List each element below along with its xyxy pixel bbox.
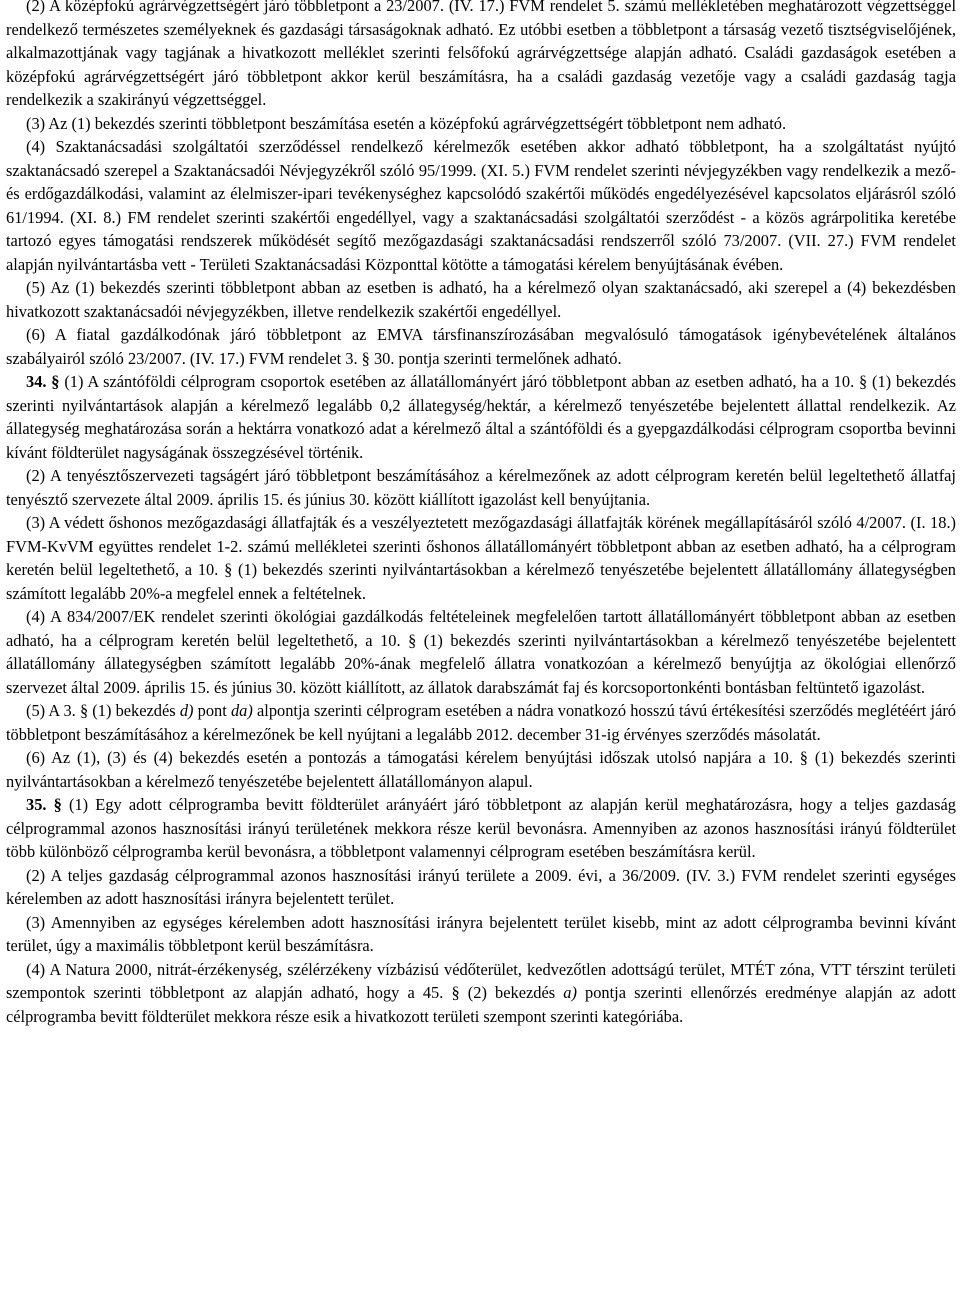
section-number: 35. § — [26, 795, 62, 814]
section-35-paragraph — [6, 793, 956, 864]
paragraph: (2) A teljes gazdaság célprogrammal azonos hasznosítási irányú területe a 2009. évi, a 36/2009. (IV. 3.) FVM rendelet szerinti egységes kérelemben az adott hasznosítási irányra bejelentett terület. — [6, 865, 956, 908]
paragraph-text: (4) A Natura 2000, nitrát-érzékenység, szélérzékeny vízbázisú védőterület, kedvezőtlen adottságú terület, MTÉT zóna, VTT térszint területi szempontok szerinti többletpont az alapján adható, hogy a 45. § (2) bekezdés — [6, 959, 956, 1002]
point-ref: a) — [563, 983, 577, 1002]
subpoint-ref: da) — [230, 701, 253, 720]
paragraph: (4) A 834/2007/EK rendelet szerinti ökológiai gazdálkodás feltételeinek megfelelően tartott állatállományért többletpont abban az esetben adható, ha a célprogram keretén belül legeltethető, a 10. § (1) bekezdés szerinti nyilvántartásokban a kérelmező tenyészetébe bejelentett állatállomány állategységben számított legalább 20%-ának megfelelő állatra vonatkozóan a kérelmező benyújtja az ökológiai ellenőrző szervezet által 2009. április 15. és június 30. között kiállított, az állatok darabszámát faj és korcsoportonkénti bontásban feltüntető igazolást. — [6, 607, 956, 697]
paragraph: (2) A középfokú agrárvégzettségért járó többletpont a 23/2007. (IV. 17.) FVM rendelet 5. számú mellékletében meghatározott végzettséggel rendelkező természetes személyeknek és gazdasági társaságoknak adható. Ez utóbbi esetben a többletpont a társaság vezető tisztségviselőjének, alkalmazottjának vagy tagjának a hivatkozott melléklet szerinti felsőfokú agrárvégzettsége alapján adható. Családi gazdaságok esetében a középfokú agrárvégzettségért járó többletpont akkor kerül beszámításra, ha a családi gazdaság vezetője vagy a családi gazdaság tagja rendelkezik a szakirányú végzettséggel. — [6, 0, 956, 109]
section-number: 34. § — [26, 372, 60, 391]
paragraph — [6, 958, 956, 1029]
paragraph: (5) Az (1) bekezdés szerinti többletpont abban az esetben is adható, ha a kérelmező olyan szaktanácsadó, aki szerepel a (4) bekezdésben hivatkozott szaktanácsadói névjegyzékben, illetve rendelkezik szakértői engedéllyel. — [6, 278, 956, 321]
paragraph: (6) Az (1), (3) és (4) bekezdés esetén a pontozás a támogatási kérelem benyújtási időszak utolsó napjára a 10. § (1) bekezdés szerinti nyilvántartásokban a kérelmező tenyészetébe bejelentett állatállományon alapul. — [6, 748, 956, 791]
paragraph: (3) Az (1) bekezdés szerinti többletpont beszámítása esetén a középfokú agrárvégzettségért többletpont nem adható. — [26, 113, 787, 133]
section-34-paragraph — [6, 370, 956, 464]
paragraph-text: (1) A szántóföldi célprogram csoportok esetében az állatállományért járó többletpont abban az esetben adható, ha a 10. § (1) bekezdés szerinti nyilvántartások alapján a kérelmező legalább 0,2 állategység/hektár, a kérelmező tenyészetébe bejelentett állattal rendelkezik. Az állategység meghatározása során a hektárra vonatkozó adat a kérelmező által a szántóföldi és a gyepgazdálkodási célprogram csoportba bevinni kívánt földterület nagyságának összegzésével történik. — [6, 372, 957, 462]
paragraph: (6) A fiatal gazdálkodónak járó többletpont az EMVA társfinanszírozásában megvalósuló támogatások igénybevételének általános szabályairól szóló 23/2007. (IV. 17.) FVM rendelet 3. § 30. pontja szerinti termelőnek adható. — [6, 325, 956, 368]
paragraph: (4) Szaktanácsadási szolgáltatói szerződéssel rendelkező kérelmezők esetében akkor adható többletpont, ha a szolgáltatást nyújtó szaktanácsadó szerepel a Szaktanácsadói Névjegyzékről szóló 95/1999. (XI. 5.) FVM rendelet szerinti névjegyzékben vagy rendelkezik a mező- és erdőgazdálkodási, valamint az élelmiszer-ipari tevékenységhez kapcsolódó szakértői működés engedélyezésével kapcsolatos eljárásról szóló 61/1994. (XI. 8.) FM rendelet szerinti szakértői engedéllyel, vagy a szaktanácsadási szolgáltatói szerződést - a közös agrárpolitika keretébe tartozó egyes támogatási rendszerek működését segítő mezőgazdasági szaktanácsadási rendszerről szóló 73/2007. (VII. 27.) FVM rendelet alapján nyilvántartásba vett - Területi Szaktanácsadási Központtal kötötte a támogatási kérelem benyújtásának évében. — [6, 137, 956, 274]
paragraph-text: (1) Egy adott célprogramba bevitt földterület arányáért járó többletpont az alapján kerül meghatározásra, hogy a teljes gazdaság célprogrammal azonos hasznosítási irányú területének mekkora része kerül bevonásra. Amennyiben az azonos hasznosítási irányú földterület több különböző célprogramba kerül bevonásra, a többletpont valamennyi célprogram esetében beszámításra kerül. — [6, 795, 956, 861]
paragraph: (3) A védett őshonos mezőgazdasági állatfajták és a veszélyeztetett mezőgazdasági állatfajták körének megállapításáról szóló 4/2007. (I. 18.) FVM-KvVM együttes rendelet 1-2. számú mellékletei szerinti őshonos állatállományért többletpont abban az esetben adható, ha a célprogram keretén belül legeltethető, a 10. § (1) bekezdés szerinti nyilvántartásokban a kérelmező tenyészetébe bejelentett állatállomány állategységben számított legalább 20%-a megfelel ennek a feltételnek. — [6, 513, 956, 603]
paragraph: (3) Amennyiben az egységes kérelemben adott hasznosítási irányra bejelentett terület kisebb, mint az adott célprogramba bevinni kívánt terület, úgy a maximális többletpont kerül beszámításra. — [6, 912, 956, 955]
paragraph-text: pontja szerinti ellenőrzés eredménye alapján az adott célprogramba bevitt földterület mekkora része esik a hivatkozott területi szempont szerinti kategóriába. — [6, 983, 956, 1026]
paragraph — [6, 699, 956, 746]
paragraph-text: (5) A 3. § (1) bekezdés — [26, 701, 180, 720]
paragraph: (2) A tenyésztőszervezeti tagságért járó többletpont beszámításához a kérelmezőnek az adott célprogram keretén belül legeltethető állatfaj tenyésztő szervezete által 2009. április 15. és június 30. között kiállított igazolást kell benyújtania. — [6, 466, 956, 509]
point-ref: d) — [179, 701, 194, 720]
paragraph-text: pont — [193, 701, 231, 720]
paragraph-text: alpontja szerinti célprogram esetében a nádra vonatkozó hosszú távú értékesítési szerződés meglétéért járó többletpont beszámításához a kérelmezőnek be kell nyújtani a legalább 2012. december 31-ig érvényes szerződés másolatát. — [6, 701, 956, 744]
